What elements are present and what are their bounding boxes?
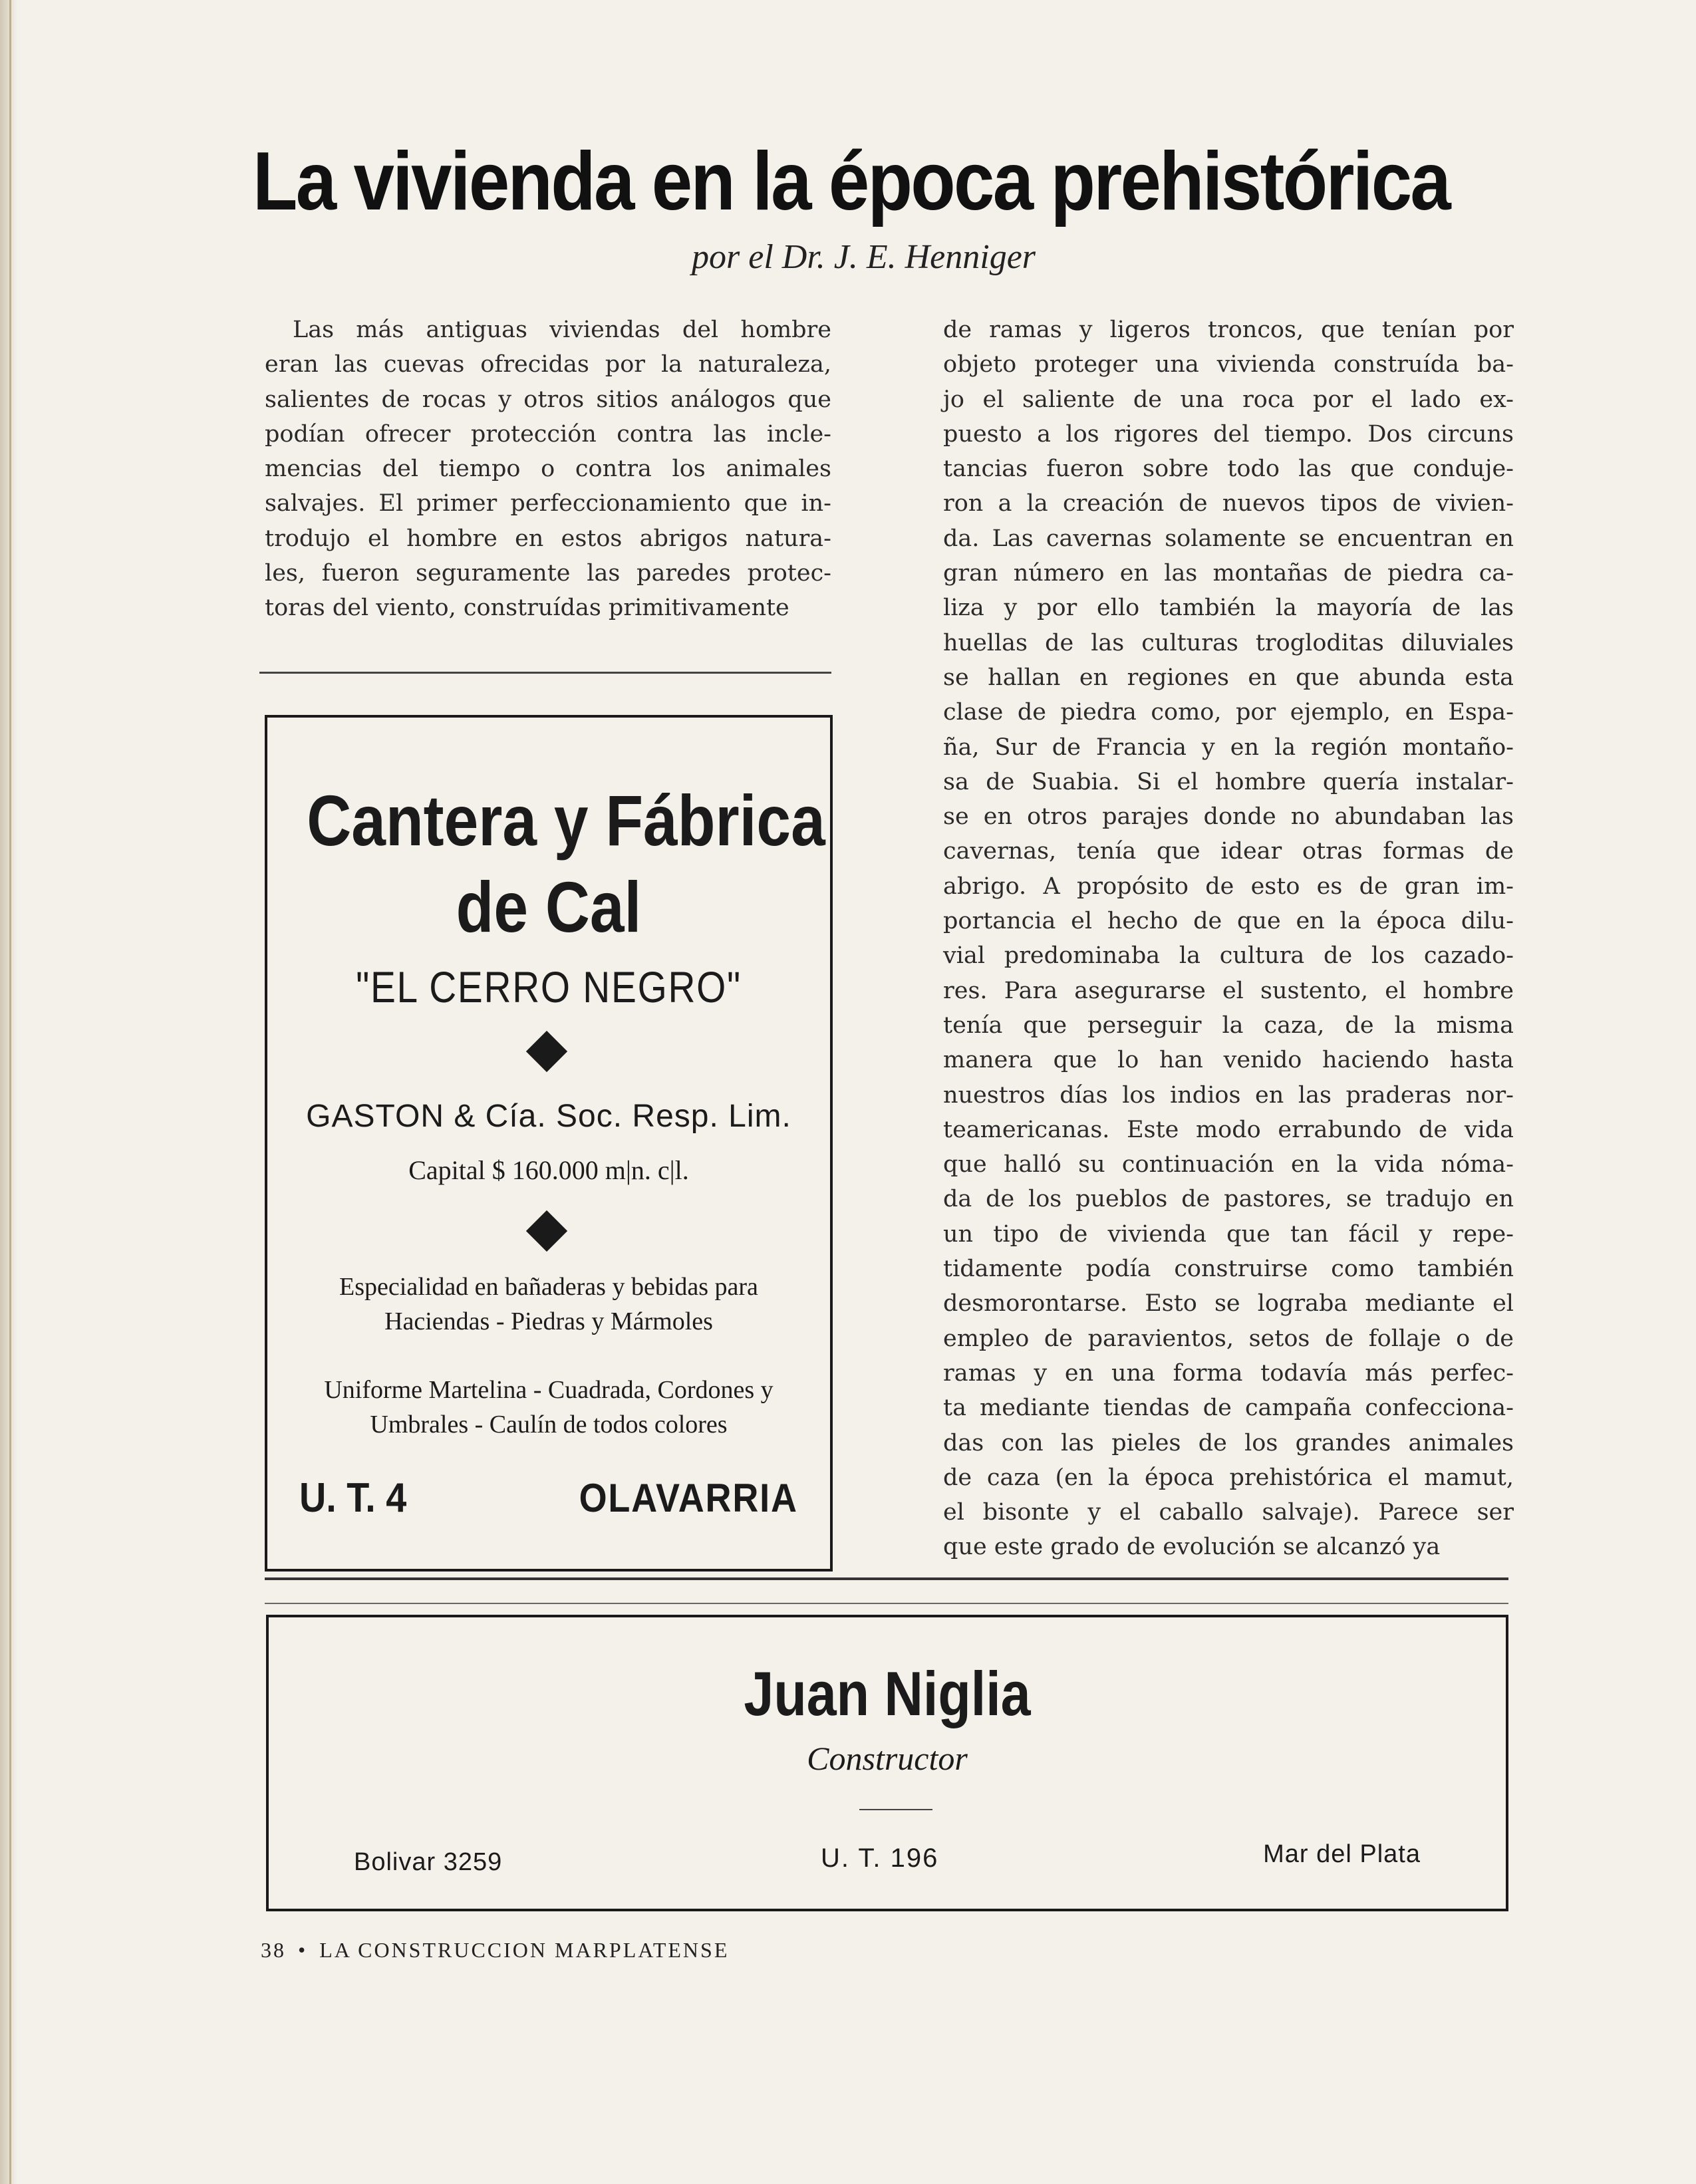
ad-separator-rule <box>265 1603 1508 1604</box>
ad-separator-rule <box>259 672 831 674</box>
article-text-line: se en otros parajes donde no abundaban las <box>943 803 1514 831</box>
article-text-line: que este grado de evolución se alcanzó ya <box>943 1534 1441 1561</box>
article-title: La vivienda en la época prehistórica <box>253 136 1450 227</box>
article-text-line: tancias fueron sobre todo las que conduje- <box>943 456 1514 483</box>
article-text-line: desmorontarse. Esto se lograba mediante el <box>943 1290 1514 1317</box>
ad-cantera-name-line2: de Cal <box>456 867 642 947</box>
article-text-line: les, fueron seguramente las paredes protec- <box>265 560 831 587</box>
article-text-line: manera que lo han venido haciendo hasta <box>943 1047 1514 1074</box>
article-text-line: ramas y en una forma todavía más perfec- <box>943 1359 1514 1387</box>
ad-niglia-phone: U. T. 196 <box>821 1843 939 1873</box>
article-text-line: de ramas y ligeros troncos, que tenían por <box>943 317 1514 343</box>
article-text-line: de caza (en la época prehistórica el mamut, <box>943 1464 1514 1491</box>
article-text-line: objeto proteger una vivienda construída ba- <box>943 351 1514 378</box>
ad-cantera-products: Uniforme Martelina - Cuadrada, Cordones y Umbrales - Caulín de todos colores <box>324 1376 774 1438</box>
article-text-line: clase de piedra como, por ejemplo, en Espa- <box>943 699 1514 726</box>
article-text-line: da de los pueblos de pastores, se tradujo en <box>943 1186 1514 1213</box>
ad-cantera-specialty: Especialidad en bañaderas y bebidas para Haciendas - Piedras y Mármoles <box>339 1273 758 1335</box>
article-text-line: que halló su continuación en la vida nóma- <box>943 1151 1514 1178</box>
article-text-line: das con las pieles de los grandes animales <box>943 1429 1514 1456</box>
ad-niglia-role: Constructor <box>807 1740 968 1777</box>
article-text-line: teamericanas. Este modo errabundo de vida <box>943 1116 1514 1143</box>
article-text-line: Las más antiguas viviendas del hombre <box>293 317 831 343</box>
article-text-line: portancia el hecho de que en la época dilu- <box>943 908 1514 935</box>
article-text-line: res. Para asegurarse el sustento, el hombre <box>943 977 1514 1004</box>
article-text-line: podían ofrecer protección contra las incle- <box>265 420 831 448</box>
article-text-line: jo el saliente de una roca por el lado ex- <box>943 386 1514 413</box>
ad-niglia <box>266 1615 1508 1911</box>
article-text-line: salvajes. El primer perfeccionamiento que in- <box>265 490 831 517</box>
article-text-line: nuestros días los indios en las praderas nor- <box>943 1081 1514 1109</box>
article-text-line: tidamente podía construirse como también <box>943 1256 1514 1283</box>
article-text-line: tenía que perseguir la caza, de la misma <box>943 1012 1514 1039</box>
ad-cantera-phone: U. T. 4 <box>299 1475 407 1521</box>
article-text-line: mencias del tiempo o contra los animales <box>265 456 831 483</box>
article-text-line: abrigo. A propósito de esto es de gran im- <box>943 873 1514 900</box>
article-text-line: se hallan en regiones en que abunda esta <box>943 664 1514 691</box>
ad-cantera-capital: Capital $ 160.000 m|n. c|l. <box>408 1155 689 1185</box>
ad-cantera-name <box>307 777 825 950</box>
article-text-line: eran las cuevas ofrecidas por la naturaleza, <box>265 351 831 378</box>
article-text-line: gran número en las montañas de piedra ca- <box>943 560 1514 587</box>
article-text-line: trodujo el hombre en estos abrigos natura- <box>265 525 831 552</box>
article-text-line: sa de Suabia. Si el hombre quería instalar- <box>943 768 1514 795</box>
diamond-ornament-icon <box>526 1031 567 1072</box>
article-byline: por el Dr. J. E. Henniger <box>692 238 1036 276</box>
ad-cantera-company: GASTON & Cía. Soc. Resp. Lim. <box>306 1099 791 1134</box>
article-text-line: ron a la creación de nuevos tipos de vivien- <box>943 490 1514 517</box>
ad-niglia-address: Bolivar 3259 <box>354 1848 503 1876</box>
page-footer <box>261 1935 729 1965</box>
publication-name: LA CONSTRUCCION MARPLATENSE <box>319 1938 730 1962</box>
article-left-column <box>265 313 831 626</box>
article-text-line: empleo de paravientos, setos de follaje o de <box>943 1325 1514 1352</box>
ad-cantera-name-line1: Cantera y Fábrica <box>307 780 825 861</box>
page-number: 38 <box>261 1938 286 1962</box>
article-text-line: liza y por ello también la mayoría de las <box>943 595 1514 622</box>
ad-cantera-slogan: "EL CERRO NEGRO" <box>356 962 742 1012</box>
ad-cantera <box>265 715 833 1571</box>
ad-niglia-city: Mar del Plata <box>1263 1840 1421 1868</box>
article-right-column <box>943 313 1514 1565</box>
article-text-line: da. Las cavernas solamente se encuentran en <box>943 525 1514 552</box>
article-text-line: toras del viento, construídas primitivamente <box>265 595 789 622</box>
bullet-icon: • <box>298 1938 308 1962</box>
article-text-line: cavernas, tenía que idear otras formas de <box>943 838 1514 865</box>
article-text-line: ña, Sur de Francia y en la región montaño- <box>943 734 1514 761</box>
ad-niglia-name: Juan Niglia <box>744 1659 1031 1728</box>
article-text-line: salientes de rocas y otros sitios análogos que <box>265 386 831 413</box>
page-binding-line <box>9 0 11 2184</box>
page-edge-shadow <box>0 0 17 2184</box>
article-text-line: un tipo de vivienda que tan fácil y repe- <box>943 1220 1514 1248</box>
ad-cantera-city: OLAVARRIA <box>579 1476 798 1520</box>
ad-separator-rule <box>265 1577 1508 1580</box>
article-text-line: puesto a los rigores del tiempo. Dos circuns <box>943 420 1514 448</box>
ad-niglia-divider <box>859 1809 932 1810</box>
diamond-ornament-icon <box>526 1210 567 1252</box>
article-text-line: vial predominaba la cultura de los cazado- <box>943 942 1514 970</box>
article-text-line: huellas de las culturas trogloditas diluviales <box>943 629 1514 656</box>
article-text-line: ta mediante tiendas de campaña confecciona- <box>943 1395 1514 1422</box>
article-text-line: el bisonte y el caballo salvaje). Parece ser <box>943 1499 1514 1526</box>
